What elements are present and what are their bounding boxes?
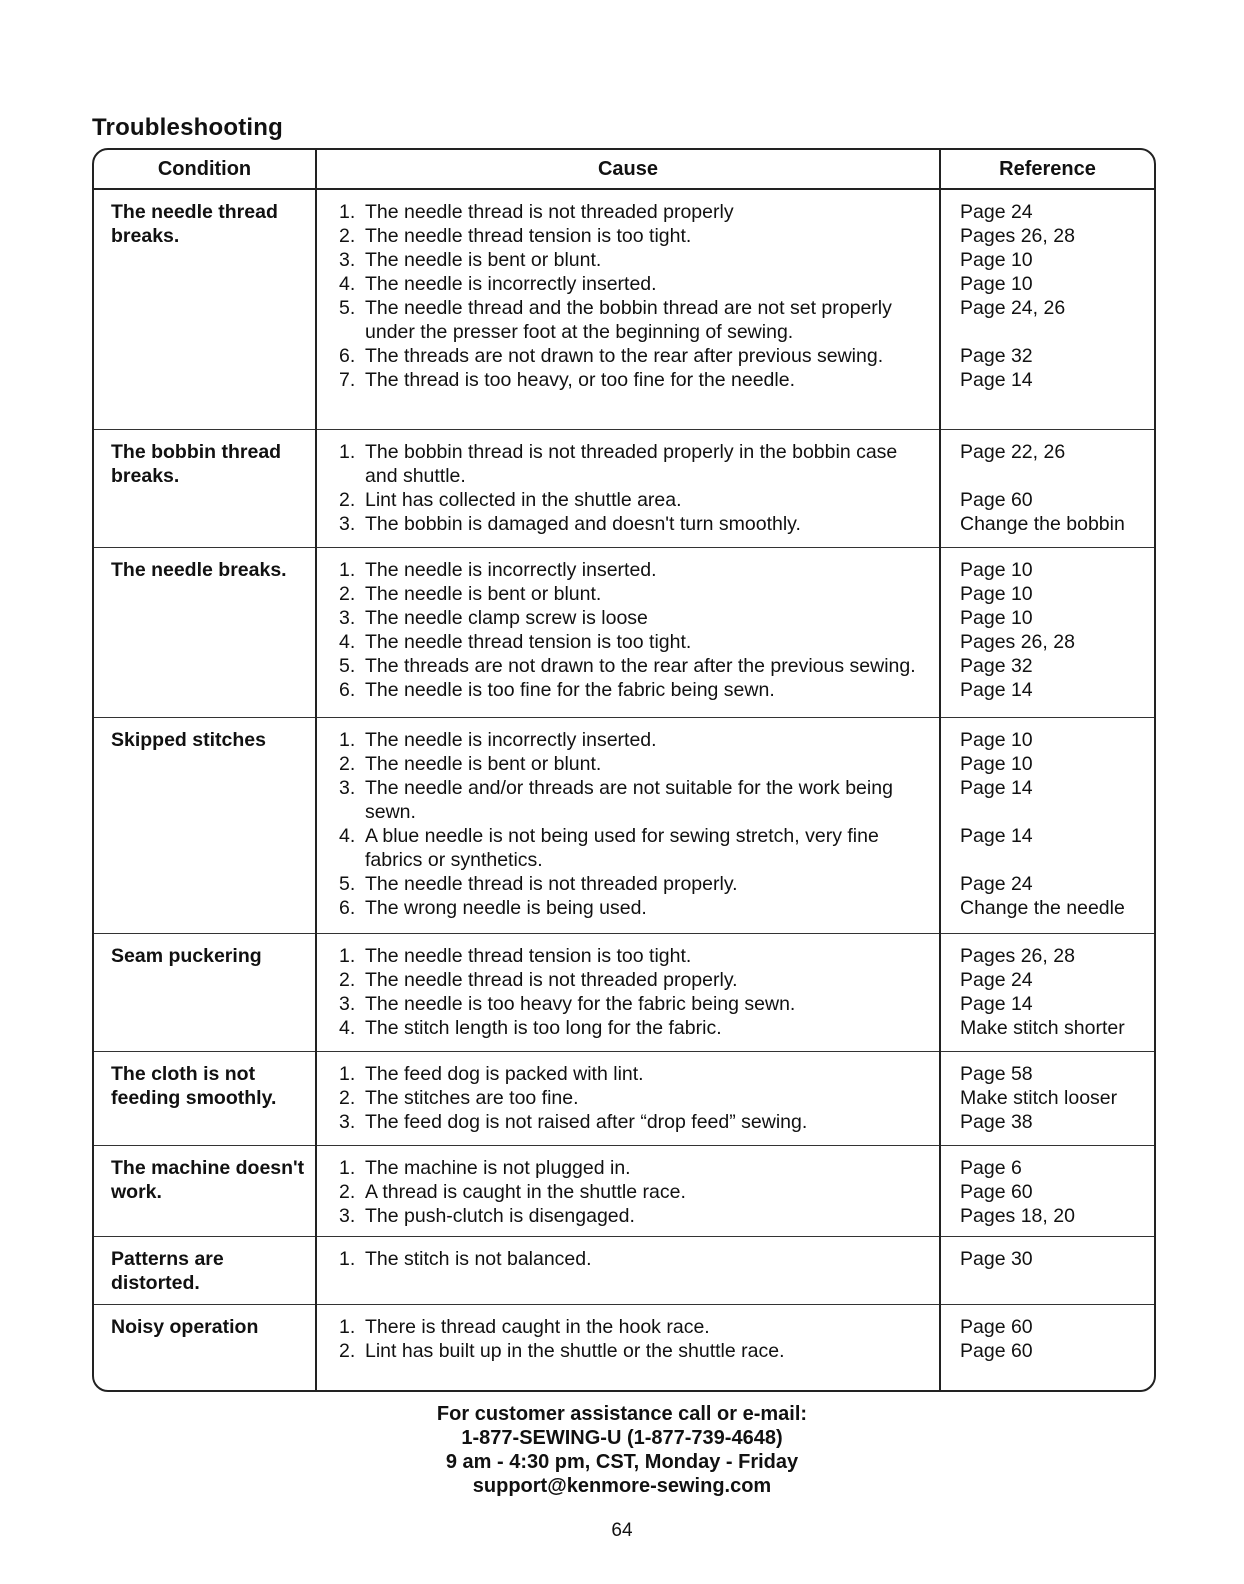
condition-cell: Patterns are distorted. <box>94 1236 316 1304</box>
cause-number: 4. <box>339 273 356 295</box>
condition-cell: The needle breaks. <box>94 547 316 717</box>
cause-cell <box>316 717 940 933</box>
cause-number: 1. <box>339 201 356 223</box>
reference-cell <box>940 717 1154 933</box>
cause-number: 2. <box>339 1339 356 1362</box>
reference-item: Change the needle <box>960 896 1125 919</box>
cause-item <box>339 296 929 344</box>
cause-text: The threads are not drawn to the rear after previous sewing. <box>365 345 884 367</box>
reference-item: Page 22, 26 <box>960 440 1066 463</box>
reference-item: Page 24, 26 <box>960 297 1066 319</box>
reference-item: Page 30 <box>960 1247 1033 1270</box>
cause-item <box>339 944 929 968</box>
cause-item <box>339 776 929 824</box>
reference-item: Page 10 <box>960 752 1033 775</box>
cause-number: 3. <box>339 512 356 535</box>
assistance-phone: 1-877-SEWING-U (1-877-739-4648) <box>461 1427 783 1449</box>
cause-number: 3. <box>339 776 356 799</box>
cause-text: The feed dog is not raised after “drop feed” sewing. <box>365 1110 808 1133</box>
reference-item: Make stitch looser <box>960 1086 1118 1109</box>
cause-number: 4. <box>339 824 356 847</box>
cause-text: The push-clutch is disengaged. <box>365 1204 635 1227</box>
cause-number: 5. <box>339 654 356 677</box>
reference-item: Pages 18, 20 <box>960 1204 1075 1227</box>
cause-text: The stitch length is too long for the fabric. <box>365 1016 722 1039</box>
reference-item: Make stitch shorter <box>960 1016 1125 1039</box>
cause-number: 1. <box>339 728 356 751</box>
table-row <box>94 717 1154 933</box>
cause-text: The needle is incorrectly inserted. <box>365 558 657 581</box>
reference-item: Page 10 <box>960 606 1033 629</box>
reference-item: Page 14 <box>960 776 1033 799</box>
page-number: 64 <box>611 1520 633 1541</box>
cause-cell <box>316 1236 940 1304</box>
condition-cell: The machine doesn't work. <box>94 1145 316 1236</box>
cause-cell <box>316 1145 940 1236</box>
cause-number: 3. <box>339 992 356 1015</box>
reference-item: Page 14 <box>960 678 1033 701</box>
cause-item <box>339 272 929 296</box>
reference-cell <box>940 1145 1154 1236</box>
reference-cell <box>940 933 1154 1051</box>
cause-text: A thread is caught in the shuttle race. <box>365 1180 686 1203</box>
reference-item <box>960 800 1144 824</box>
cause-text: The machine is not plugged in. <box>365 1156 631 1179</box>
cause-text: The needle thread is not threaded properly <box>365 201 734 223</box>
cause-item <box>339 1204 929 1228</box>
assistance-email: support@kenmore-sewing.com <box>472 1475 772 1497</box>
cause-text: The wrong needle is being used. <box>365 896 647 919</box>
reference-item: Page 6 <box>960 1156 1022 1179</box>
cause-number: 4. <box>339 1016 356 1039</box>
cause-number: 2. <box>339 225 356 247</box>
cause-number: 6. <box>339 678 356 701</box>
reference-item: Page 24 <box>960 201 1033 223</box>
cause-item <box>339 224 929 248</box>
cause-text: The thread is too heavy, or too fine for the needle. <box>365 369 795 391</box>
cause-item <box>339 200 929 224</box>
reference-item: Page 60 <box>960 1180 1033 1203</box>
cause-item <box>339 1180 929 1204</box>
cause-number: 1. <box>339 1247 356 1270</box>
cause-text: Lint has built up in the shuttle or the shuttle race. <box>365 1339 785 1362</box>
table-row <box>94 547 1154 717</box>
reference-item: Page 14 <box>960 824 1033 847</box>
cause-item <box>339 1110 929 1134</box>
cause-item <box>339 896 929 920</box>
cause-item <box>339 824 929 872</box>
reference-item: Page 10 <box>960 249 1033 271</box>
cause-text: The needle is incorrectly inserted. <box>365 728 657 751</box>
cause-text: Lint has collected in the shuttle area. <box>365 488 682 511</box>
reference-item: Page 60 <box>960 488 1033 511</box>
cause-number: 1. <box>339 558 356 581</box>
cause-text: The needle thread and the bobbin thread are not set properly under the presser foot at the beginning of sewing. <box>365 297 892 343</box>
cause-cell <box>316 429 940 547</box>
reference-cell <box>940 1051 1154 1145</box>
reference-item: Page 24 <box>960 968 1033 991</box>
cause-item <box>339 968 929 992</box>
header-condition: Condition <box>94 150 316 189</box>
cause-item <box>339 654 929 678</box>
cause-cell <box>316 1304 940 1392</box>
cause-item <box>339 1315 929 1339</box>
cause-number: 3. <box>339 606 356 629</box>
reference-cell <box>940 1304 1154 1392</box>
cause-item <box>339 630 929 654</box>
cause-item <box>339 728 929 752</box>
cause-item <box>339 248 929 272</box>
header-cause: Cause <box>316 150 940 189</box>
troubleshooting-table <box>92 148 1156 1392</box>
cause-item <box>339 440 929 488</box>
cause-text: The bobbin is damaged and doesn't turn smoothly. <box>365 512 801 535</box>
assistance-hours: 9 am - 4:30 pm, CST, Monday - Friday <box>445 1451 799 1473</box>
reference-item: Pages 26, 28 <box>960 225 1075 247</box>
cause-text: The needle is incorrectly inserted. <box>365 273 657 295</box>
cause-number: 3. <box>339 249 356 271</box>
cause-text: The threads are not drawn to the rear after the previous sewing. <box>365 654 916 677</box>
reference-item: Page 60 <box>960 1315 1033 1338</box>
cause-item <box>339 368 929 392</box>
cause-number: 1. <box>339 1156 356 1179</box>
reference-item <box>960 464 1144 488</box>
cause-text: The stitches are too fine. <box>365 1086 579 1109</box>
cause-text: The needle thread is not threaded properly. <box>365 968 738 991</box>
table-row <box>94 429 1154 547</box>
cause-text: The needle and/or threads are not suitable for the work being sewn. <box>365 776 893 823</box>
cause-text: The needle thread is not threaded properly. <box>365 872 738 895</box>
cause-item <box>339 582 929 606</box>
table-header-row <box>94 150 1154 189</box>
cause-number: 6. <box>339 345 356 367</box>
reference-item <box>960 848 1144 872</box>
cause-number: 2. <box>339 752 356 775</box>
cause-text: The needle thread tension is too tight. <box>365 630 692 653</box>
cause-text: The needle is bent or blunt. <box>365 582 602 605</box>
cause-text: The bobbin thread is not threaded properly in the bobbin case and shuttle. <box>365 440 898 487</box>
cause-item <box>339 1016 929 1040</box>
reference-item: Pages 26, 28 <box>960 630 1075 653</box>
table-row <box>94 1236 1154 1304</box>
cause-text: The needle clamp screw is loose <box>365 606 648 629</box>
cause-number: 1. <box>339 1062 356 1085</box>
reference-item: Change the bobbin <box>960 512 1125 535</box>
cause-item <box>339 1339 929 1363</box>
reference-cell <box>940 1236 1154 1304</box>
cause-text: The feed dog is packed with lint. <box>365 1062 644 1085</box>
reference-item: Pages 26, 28 <box>960 944 1075 967</box>
cause-cell <box>316 547 940 717</box>
cause-number: 1. <box>339 1315 356 1338</box>
customer-assistance <box>0 1402 1244 1498</box>
cause-cell <box>316 189 940 429</box>
cause-number: 1. <box>339 944 356 967</box>
cause-item <box>339 488 929 512</box>
cause-cell <box>316 933 940 1051</box>
header-reference: Reference <box>940 150 1154 189</box>
cause-number: 5. <box>339 872 356 895</box>
cause-text: The needle thread tension is too tight. <box>365 225 692 247</box>
cause-item <box>339 678 929 702</box>
page-title: Troubleshooting <box>92 114 283 141</box>
cause-number: 2. <box>339 1180 356 1203</box>
cause-item <box>339 1062 929 1086</box>
table-row <box>94 1304 1154 1392</box>
cause-item <box>339 992 929 1016</box>
cause-number: 1. <box>339 440 356 463</box>
cause-number: 7. <box>339 369 356 391</box>
table-row <box>94 189 1154 429</box>
reference-item: Page 10 <box>960 273 1033 295</box>
table-row <box>94 933 1154 1051</box>
table-row <box>94 1051 1154 1145</box>
cause-item <box>339 1086 929 1110</box>
cause-text: The needle thread tension is too tight. <box>365 944 692 967</box>
condition-cell: The cloth is not feeding smoothly. <box>94 1051 316 1145</box>
cause-item <box>339 558 929 582</box>
cause-text: A blue needle is not being used for sewing stretch, very fine fabrics or synthetics. <box>365 824 879 871</box>
reference-item: Page 10 <box>960 728 1033 751</box>
condition-cell: The bobbin thread breaks. <box>94 429 316 547</box>
cause-item <box>339 1247 929 1271</box>
reference-item: Page 32 <box>960 345 1033 367</box>
reference-item: Page 10 <box>960 558 1033 581</box>
table-row <box>94 1145 1154 1236</box>
cause-text: There is thread caught in the hook race. <box>365 1315 710 1338</box>
condition-cell: Noisy operation <box>94 1304 316 1392</box>
cause-item <box>339 344 929 368</box>
reference-cell <box>940 189 1154 429</box>
cause-text: The needle is bent or blunt. <box>365 249 602 271</box>
cause-item <box>339 752 929 776</box>
cause-cell <box>316 1051 940 1145</box>
reference-item: Page 10 <box>960 582 1033 605</box>
assistance-heading: For customer assistance call or e-mail: <box>436 1403 808 1425</box>
reference-cell <box>940 547 1154 717</box>
cause-item <box>339 606 929 630</box>
reference-item: Page 14 <box>960 992 1033 1015</box>
cause-text: The needle is too heavy for the fabric being sewn. <box>365 992 796 1015</box>
cause-number: 2. <box>339 1086 356 1109</box>
reference-cell <box>940 429 1154 547</box>
cause-number: 5. <box>339 297 356 319</box>
reference-item: Page 60 <box>960 1339 1033 1362</box>
cause-text: The needle is too fine for the fabric being sewn. <box>365 678 775 701</box>
cause-number: 3. <box>339 1110 356 1133</box>
cause-item <box>339 1156 929 1180</box>
cause-item <box>339 512 929 536</box>
condition-cell: Seam puckering <box>94 933 316 1051</box>
cause-number: 6. <box>339 896 356 919</box>
cause-number: 3. <box>339 1204 356 1227</box>
cause-number: 4. <box>339 630 356 653</box>
reference-item: Page 32 <box>960 654 1033 677</box>
reference-item: Page 24 <box>960 872 1033 895</box>
cause-text: The needle is bent or blunt. <box>365 752 602 775</box>
condition-cell: Skipped stitches <box>94 717 316 933</box>
cause-number: 2. <box>339 582 356 605</box>
cause-number: 2. <box>339 488 356 511</box>
reference-item <box>960 320 1144 344</box>
reference-item: Page 14 <box>960 369 1033 391</box>
cause-text: The stitch is not balanced. <box>365 1247 592 1270</box>
cause-number: 2. <box>339 968 356 991</box>
reference-item: Page 58 <box>960 1062 1033 1085</box>
cause-item <box>339 872 929 896</box>
condition-cell: The needle thread breaks. <box>111 201 278 247</box>
reference-item: Page 38 <box>960 1110 1033 1133</box>
